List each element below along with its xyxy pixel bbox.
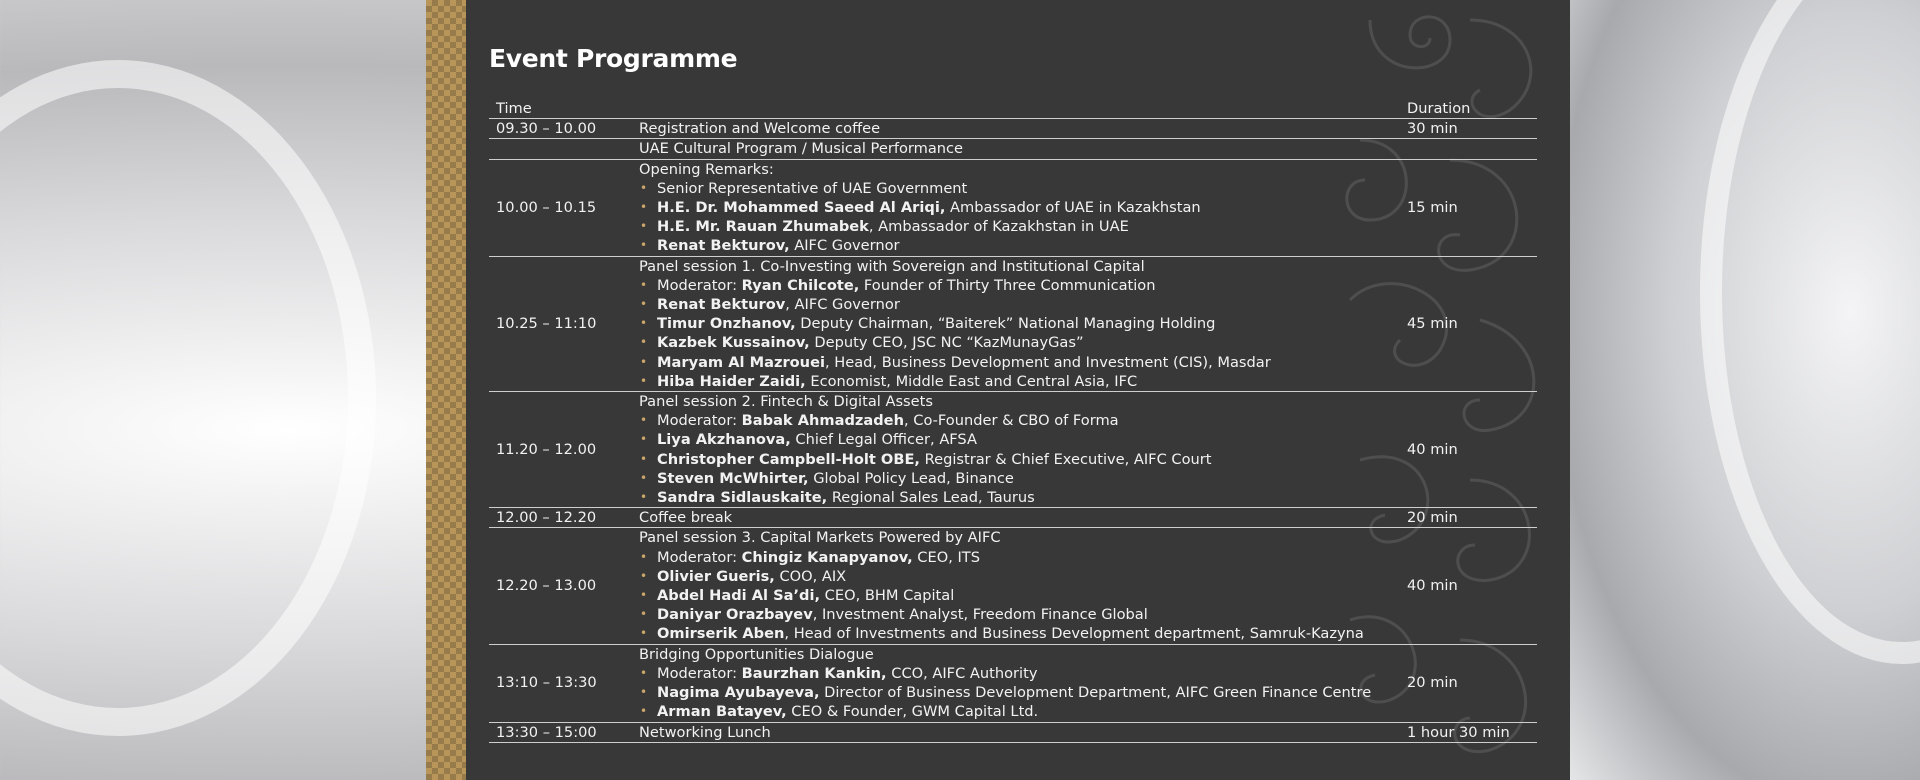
session-content — [632, 159, 1400, 256]
speaker-role: , AIFC Governor — [785, 296, 900, 314]
session-duration: 20 min — [1407, 674, 1458, 692]
session-duration: 30 min — [1407, 120, 1458, 138]
session-heading: Networking Lunch — [639, 723, 771, 741]
bullet-icon: • — [640, 277, 648, 292]
table-row — [489, 392, 1537, 508]
speaker-name: Abdel Hadi Al Sa’di, — [657, 587, 821, 605]
session-heading: Registration and Welcome coffee — [639, 120, 881, 138]
speaker-item — [639, 469, 1400, 488]
speaker-name: Baurzhan Kankin, — [741, 664, 887, 682]
session-content — [632, 722, 1400, 742]
table-row — [489, 256, 1537, 391]
bullet-icon: • — [640, 297, 648, 312]
session-content — [632, 139, 1400, 159]
header-programme — [632, 99, 1400, 119]
speaker-item — [639, 702, 1400, 721]
table-row — [489, 508, 1537, 528]
speaker-item — [639, 217, 1400, 236]
speaker-prefix: Moderator: — [657, 664, 742, 682]
bullet-icon: • — [640, 665, 648, 680]
speaker-item — [639, 683, 1400, 702]
speaker-list — [639, 548, 1400, 644]
speaker-name: Renat Bekturov — [657, 296, 786, 314]
speaker-name: Sandra Sidlauskaite, — [657, 489, 828, 507]
session-heading: Opening Remarks: — [639, 160, 774, 178]
speaker-role: Chief Legal Officer, AFSA — [790, 431, 977, 449]
bullet-icon: • — [640, 549, 648, 564]
speaker-role: Regional Sales Lead, Taurus — [827, 489, 1035, 507]
speaker-role: , Investment Analyst, Freedom Finance Global — [812, 606, 1148, 624]
speaker-role: AIFC Governor — [789, 237, 900, 255]
speaker-role: , Ambassador of Kazakhstan in UAE — [868, 218, 1129, 236]
session-time: 13:30 – 15:00 — [496, 723, 597, 741]
speaker-item — [639, 488, 1400, 507]
speaker-name: Liya Akzhanova, — [657, 431, 791, 449]
speaker-prefix: Moderator: — [657, 548, 742, 566]
speaker-name: Steven McWhirter, — [657, 469, 809, 487]
bullet-icon: • — [640, 432, 648, 447]
speaker-name: Chingiz Kanapyanov, — [741, 548, 913, 566]
bullet-icon: • — [640, 685, 648, 700]
speaker-role: Senior Representative of UAE Government — [657, 179, 968, 197]
speaker-name: Maryam Al Mazrouei — [657, 353, 825, 371]
bullet-icon: • — [640, 704, 648, 719]
speaker-role: , Co-Founder & CBO of Forma — [903, 412, 1119, 430]
bullet-icon: • — [640, 180, 648, 195]
speaker-name: Christopher Campbell-Holt OBE, — [657, 450, 920, 468]
speaker-list — [639, 664, 1400, 722]
speaker-role: Ambassador of UAE in Kazakhstan — [945, 199, 1201, 217]
speaker-list — [639, 276, 1400, 391]
programme-table — [489, 99, 1537, 743]
session-duration: 1 hour 30 min — [1407, 723, 1510, 741]
speaker-role: , Head of Investments and Business Development department, Samruk-Kazyna — [784, 625, 1364, 643]
speaker-item — [639, 567, 1400, 586]
bullet-icon: • — [640, 373, 648, 388]
speaker-item — [639, 314, 1400, 333]
session-content — [632, 508, 1400, 528]
speaker-role: Founder of Thirty Three Communication — [859, 276, 1156, 294]
speaker-name: Ryan Chilcote, — [741, 276, 860, 294]
programme-panel — [426, 0, 1570, 780]
programme-body — [489, 119, 1537, 743]
session-content — [632, 119, 1400, 139]
speaker-role: Economist, Middle East and Central Asia, IFC — [805, 372, 1138, 390]
session-time: 10.00 – 10.15 — [496, 199, 597, 217]
speaker-role: Deputy Chairman, “Baiterek” National Managing Holding — [795, 315, 1216, 333]
bullet-icon: • — [640, 470, 648, 485]
session-content — [632, 644, 1400, 722]
bullet-icon: • — [640, 200, 648, 215]
session-time: 10.25 – 11:10 — [496, 315, 597, 333]
speaker-item — [639, 295, 1400, 314]
background-swirl — [0, 60, 376, 736]
bullet-icon: • — [640, 568, 648, 583]
speaker-item — [639, 430, 1400, 449]
page-title: Event Programme — [489, 44, 738, 73]
speaker-name: Nagima Ayubayeva, — [657, 684, 820, 702]
table-row — [489, 528, 1537, 644]
speaker-item — [639, 372, 1400, 391]
gold-ornament-strip — [426, 0, 466, 780]
table-header-row — [489, 99, 1537, 119]
speaker-prefix: Moderator: — [657, 412, 742, 430]
speaker-role: CEO & Founder, GWM Capital Ltd. — [786, 703, 1039, 721]
speaker-item — [639, 605, 1400, 624]
speaker-list — [639, 179, 1400, 256]
speaker-list — [639, 411, 1400, 507]
speaker-item — [639, 450, 1400, 469]
speaker-role: Deputy CEO, JSC NC “KazMunayGas” — [809, 334, 1084, 352]
header-duration: Duration — [1407, 100, 1471, 117]
session-heading: Panel session 1. Co-Investing with Sovereign and Institutional Capital — [639, 257, 1145, 275]
session-duration: 45 min — [1407, 315, 1458, 333]
speaker-name: Kazbek Kussainov, — [657, 334, 810, 352]
session-content — [632, 392, 1400, 508]
session-duration: 40 min — [1407, 441, 1458, 459]
speaker-name: Daniyar Orazbayev — [657, 606, 813, 624]
session-time: 12.20 – 13.00 — [496, 577, 597, 595]
session-heading: Panel session 3. Capital Markets Powered by AIFC — [639, 529, 1001, 547]
session-time: 12.00 – 12.20 — [496, 509, 597, 527]
speaker-name: Olivier Gueris, — [657, 567, 775, 585]
session-heading: Panel session 2. Fintech & Digital Assets — [639, 393, 933, 411]
bullet-icon: • — [640, 354, 648, 369]
speaker-name: Omirserik Aben — [657, 625, 785, 643]
speaker-item — [639, 548, 1400, 567]
bullet-icon: • — [640, 335, 648, 350]
speaker-item — [639, 411, 1400, 430]
speaker-item — [639, 664, 1400, 683]
speaker-name: Arman Batayev, — [657, 703, 787, 721]
bullet-icon: • — [640, 413, 648, 428]
speaker-role: CEO, ITS — [912, 548, 980, 566]
speaker-item — [639, 353, 1400, 372]
speaker-name: Babak Ahmadzadeh — [741, 412, 904, 430]
session-heading: Bridging Opportunities Dialogue — [639, 645, 874, 663]
session-time: 13:10 – 13:30 — [496, 674, 597, 692]
speaker-item — [639, 276, 1400, 295]
speaker-role: COO, AIX — [774, 567, 847, 585]
session-heading: UAE Cultural Program / Musical Performance — [639, 140, 964, 158]
bullet-icon: • — [640, 451, 648, 466]
table-row — [489, 644, 1537, 722]
table-row — [489, 139, 1537, 159]
bullet-icon: • — [640, 238, 648, 253]
session-duration — [1400, 139, 1537, 159]
session-duration: 20 min — [1407, 509, 1458, 527]
header-time: Time — [496, 100, 532, 117]
speaker-item — [639, 179, 1400, 198]
bullet-icon: • — [640, 626, 648, 641]
bullet-icon: • — [640, 316, 648, 331]
session-duration: 15 min — [1407, 199, 1458, 217]
speaker-item — [639, 198, 1400, 217]
speaker-name: Renat Bekturov, — [657, 237, 790, 255]
speaker-role: CEO, BHM Capital — [820, 587, 955, 605]
speaker-name: H.E. Dr. Mohammed Saeed Al Ariqi, — [657, 199, 946, 217]
speaker-role: Registrar & Chief Executive, AIFC Court — [919, 450, 1212, 468]
table-row — [489, 119, 1537, 139]
speaker-role: Global Policy Lead, Binance — [808, 469, 1014, 487]
speaker-item — [639, 236, 1400, 255]
bullet-icon: • — [640, 219, 648, 234]
session-time: 09.30 – 10.00 — [496, 120, 597, 138]
session-time — [489, 139, 632, 159]
speaker-name: Timur Onzhanov, — [657, 315, 796, 333]
table-row — [489, 159, 1537, 256]
session-content — [632, 528, 1400, 644]
speaker-item — [639, 586, 1400, 605]
session-content — [632, 256, 1400, 391]
bullet-icon: • — [640, 607, 648, 622]
speaker-name: Hiba Haider Zaidi, — [657, 372, 806, 390]
bullet-icon: • — [640, 490, 648, 505]
bullet-icon: • — [640, 588, 648, 603]
speaker-prefix: Moderator: — [657, 276, 742, 294]
speaker-role: Director of Business Development Department, AIFC Green Finance Centre — [819, 684, 1372, 702]
speaker-role: CCO, AIFC Authority — [886, 664, 1038, 682]
session-duration: 40 min — [1407, 577, 1458, 595]
session-time: 11.20 – 12.00 — [496, 441, 597, 459]
table-row — [489, 722, 1537, 742]
speaker-item — [639, 333, 1400, 352]
speaker-name: H.E. Mr. Rauan Zhumabek — [657, 218, 869, 236]
speaker-role: , Head, Business Development and Investment (CIS), Masdar — [824, 353, 1271, 371]
session-heading: Coffee break — [639, 509, 733, 527]
speaker-item — [639, 624, 1400, 643]
